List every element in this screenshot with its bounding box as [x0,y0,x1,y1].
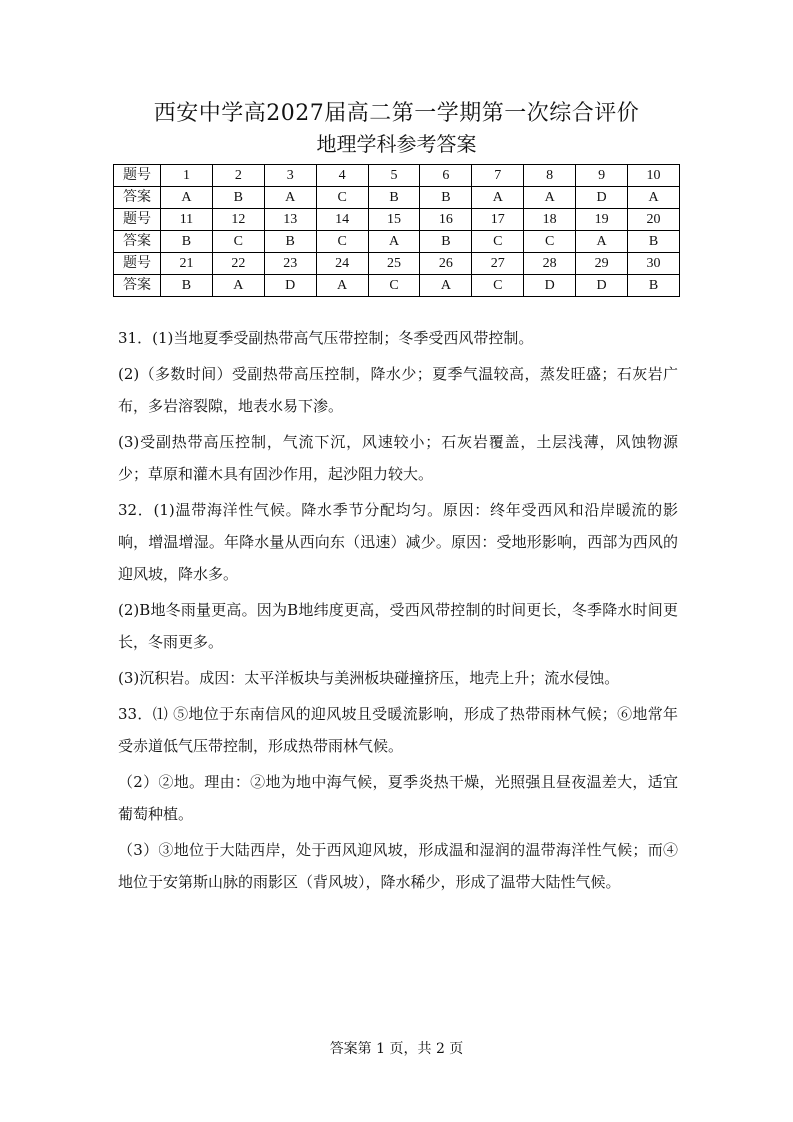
table-cell: 10 [628,165,680,187]
page-footer: 答案第 1 页，共 2 页 [329,1041,464,1057]
table-cell: B [420,231,472,253]
answer-section [118,322,678,902]
table-cell: 6 [420,165,472,187]
table-cell: A [316,275,368,297]
table-cell: 15 [368,209,420,231]
table-cell: 5 [368,165,420,187]
table-cell: 23 [264,253,316,275]
answer-paragraph: (3)受副热带高压控制，气流下沉，风速较小；石灰岩覆盖，土层浅薄，风蚀物源少；草原和灌木具有固沙作用，起沙阻力较大。 [118,433,678,483]
table-cell: 7 [472,165,524,187]
row-header-cell: 答案 [114,187,161,209]
table-cell: C [472,231,524,253]
answer-paragraph: (2)（多数时间）受副热带高压控制，降水少；夏季气温较高，蒸发旺盛；石灰岩广布，多岩溶裂隙，地表水易下渗。 [118,365,678,415]
table-cell: 29 [576,253,628,275]
table-cell: 28 [524,253,576,275]
table-row [114,231,680,253]
table-cell: D [524,275,576,297]
table-cell: A [161,187,213,209]
table-cell: 20 [628,209,680,231]
table-cell: A [368,231,420,253]
answer-paragraph: (3)沉积岩。成因：太平洋板块与美洲板块碰撞挤压，地壳上升；流水侵蚀。 [118,669,620,687]
table-cell: 12 [212,209,264,231]
table-row [114,253,680,275]
table-cell: B [212,187,264,209]
table-cell: 30 [628,253,680,275]
table-cell: 9 [576,165,628,187]
table-cell: C [316,187,368,209]
table-cell: D [264,275,316,297]
table-cell: A [420,275,472,297]
table-cell: 26 [420,253,472,275]
table-cell: 17 [472,209,524,231]
row-header-cell: 题号 [114,209,161,231]
table-row [114,165,680,187]
table-cell: B [368,187,420,209]
table-cell: B [628,231,680,253]
table-cell: 27 [472,253,524,275]
table-cell: 19 [576,209,628,231]
table-cell: 8 [524,165,576,187]
table-cell: B [628,275,680,297]
table-cell: 25 [368,253,420,275]
answer-paragraph: （2）②地。理由：②地为地中海气候，夏季炎热干燥，光照强且昼夜温差大，适宜葡萄种植。 [118,773,678,823]
table-cell: A [576,231,628,253]
row-header-cell: 答案 [114,275,161,297]
table-cell: 1 [161,165,213,187]
table-cell: B [161,275,213,297]
table-cell: C [524,231,576,253]
table-row [114,275,680,297]
answer-paragraph: 32．(1)温带海洋性气候。降水季节分配均匀。原因：终年受西风和沿岸暖流的影响，增温增湿。年降水量从西向东（迅速）减少。原因：受地形影响，西部为西风的迎风坡，降水多。 [118,501,678,583]
table-cell: 18 [524,209,576,231]
table-cell: 13 [264,209,316,231]
row-header-cell: 题号 [114,165,161,187]
table-cell: B [420,187,472,209]
table-cell: 4 [316,165,368,187]
table-cell: A [524,187,576,209]
table-cell: D [576,275,628,297]
table-cell: C [212,231,264,253]
table-cell: D [576,187,628,209]
table-cell: A [212,275,264,297]
answer-paragraph: （3）③地位于大陆西岸，处于西风迎风坡，形成温和湿润的温带海洋性气候；而④地位于安第斯山脉的雨影区（背风坡），降水稀少，形成了温带大陆性气候。 [118,841,678,891]
answer-paragraph: (2)B地冬雨量更高。因为B地纬度更高，受西风带控制的时间更长，冬季降水时间更长，冬雨更多。 [118,601,678,651]
table-cell: 24 [316,253,368,275]
table-row [114,209,680,231]
table-cell: B [264,231,316,253]
answer-paragraph: 33．⑴ ⑤地位于东南信风的迎风坡且受暖流影响，形成了热带雨林气候；⑥地常年受赤道低气压带控制，形成热带雨林气候。 [118,705,678,755]
table-cell: 2 [212,165,264,187]
page-subtitle: 地理学科参考答案 [316,132,477,156]
table-row [114,187,680,209]
table-cell: C [316,231,368,253]
table-cell: 3 [264,165,316,187]
table-cell: A [628,187,680,209]
table-cell: A [264,187,316,209]
page-title: 西安中学高2027届高二第一学期第一次综合评价 [153,101,640,126]
table-cell: 14 [316,209,368,231]
table-cell: C [472,275,524,297]
table-cell: 16 [420,209,472,231]
answer-paragraph: 31．(1)当地夏季受副热带高气压带控制；冬季受西风带控制。 [118,329,534,347]
table-cell: 22 [212,253,264,275]
table-cell: B [161,231,213,253]
table-cell: 21 [161,253,213,275]
answer-table [113,164,680,297]
table-cell: A [472,187,524,209]
row-header-cell: 题号 [114,253,161,275]
row-header-cell: 答案 [114,231,161,253]
table-cell: 11 [161,209,213,231]
table-cell: C [368,275,420,297]
